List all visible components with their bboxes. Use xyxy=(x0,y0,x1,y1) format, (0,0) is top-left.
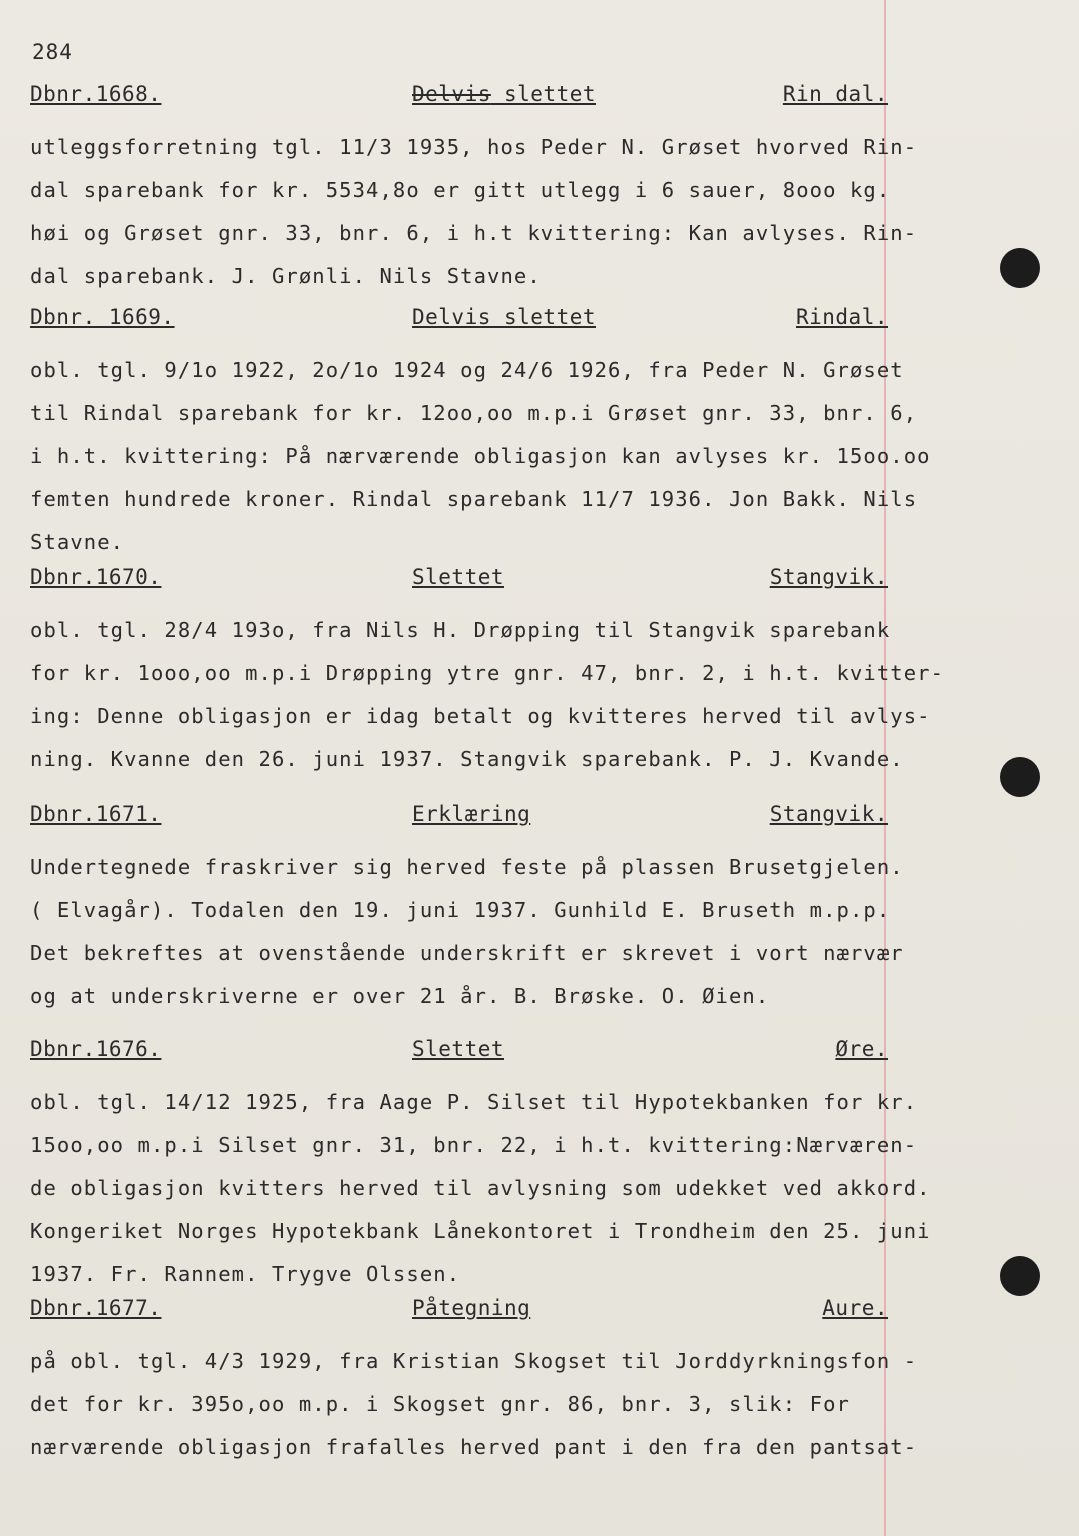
entry-text-line: det for kr. 395o,oo m.p. i Skogset gnr. 86, bnr. 3, slik: For xyxy=(30,1392,850,1416)
entry-text-line: ( Elvagår). Todalen den 19. juni 1937. Gunhild E. Bruseth m.p.p. xyxy=(30,898,891,922)
page-number: 284 xyxy=(32,40,73,64)
entry-text-line: høi og Grøset gnr. 33, bnr. 6, i h.t kvittering: Kan avlyses. Rin- xyxy=(30,221,918,245)
status-word: slettet xyxy=(504,82,597,106)
entry-text-line: obl. tgl. 14/12 1925, fra Aage P. Silset til Hypotekbanken for kr. xyxy=(30,1090,918,1114)
entry-text-line: ing: Denne obligasjon er idag betalt og kvitteres herved til avlys- xyxy=(30,704,931,728)
entry-text-line: dal sparebank for kr. 5534,8o er gitt utlegg i 6 sauer, 8ooo kg. xyxy=(30,178,891,202)
entry-status: Delvis slettet xyxy=(412,305,597,329)
entry-status: Påtegning xyxy=(412,1296,531,1320)
entry-place: Rindal. xyxy=(795,305,888,329)
entry-text-line: Stavne. xyxy=(30,530,125,554)
entry-text-line: ning. Kvanne den 26. juni 1937. Stangvik sparebank. P. J. Kvande. xyxy=(30,747,904,771)
entry-number: Dbnr.1676. xyxy=(30,1037,162,1061)
entry-text-line: i h.t. kvittering: På nærværende obligasjon kan avlyses kr. 15oo.oo xyxy=(30,444,931,468)
register-entry xyxy=(30,565,945,781)
entry-status: Slettet xyxy=(412,565,505,589)
entry-place: Rin dal. xyxy=(782,82,888,106)
entry-status: Erklæring xyxy=(412,802,531,826)
entry-number: Dbnr.1671. xyxy=(30,802,162,826)
register-entry xyxy=(30,82,918,298)
punch-hole xyxy=(1000,1256,1040,1296)
entry-header xyxy=(30,802,890,846)
entry-header xyxy=(30,1296,890,1340)
entry-status: Slettet xyxy=(412,1037,505,1061)
entry-text-line: til Rindal sparebank for kr. 12oo,oo m.p.i Grøset gnr. 33, bnr. 6, xyxy=(30,401,918,425)
entry-place: Øre. xyxy=(835,1037,888,1061)
entry-header xyxy=(30,1037,890,1081)
entry-header xyxy=(30,82,890,126)
entry-text-line: 15oo,oo m.p.i Silset gnr. 31, bnr. 22, i h.t. kvittering:Nærværen- xyxy=(30,1133,918,1157)
entry-place: Stangvik. xyxy=(769,565,888,589)
register-entry xyxy=(30,802,904,1018)
register-entry xyxy=(30,1296,918,1469)
entry-number: Dbnr.1670. xyxy=(30,565,162,589)
entry-text-line: de obligasjon kvitters herved til avlysning som udekket ved akkord. xyxy=(30,1176,931,1200)
entry-text-line: nærværende obligasjon frafalles herved pant i den fra den pantsat- xyxy=(30,1435,918,1459)
entry-header xyxy=(30,565,890,609)
entry-number: Dbnr. 1669. xyxy=(30,305,175,329)
entry-text-line: og at underskriverne er over 21 år. B. Brøske. O. Øien. xyxy=(30,984,770,1008)
punch-hole xyxy=(1000,248,1040,288)
entry-text-line: Det bekreftes at ovenstående underskrift er skrevet i vort nærvær xyxy=(30,941,904,965)
entry-text-line: femten hundrede kroner. Rindal sparebank 11/7 1936. Jon Bakk. Nils xyxy=(30,487,918,511)
entry-number: Dbnr.1668. xyxy=(30,82,162,106)
entry-text-line: 1937. Fr. Rannem. Trygve Olssen. xyxy=(30,1262,461,1286)
entry-header xyxy=(30,305,890,349)
entry-place: Stangvik. xyxy=(769,802,888,826)
entry-text-line: på obl. tgl. 4/3 1929, fra Kristian Skogset til Jorddyrkningsfon - xyxy=(30,1349,918,1373)
entry-status xyxy=(412,82,596,106)
entry-number: Dbnr.1677. xyxy=(30,1296,162,1320)
struck-word: Delvis xyxy=(412,82,491,106)
entry-text-line: dal sparebank. J. Grønli. Nils Stavne. xyxy=(30,264,541,288)
punch-hole xyxy=(1000,757,1040,797)
entry-text-line: obl. tgl. 28/4 193o, fra Nils H. Drøpping til Stangvik sparebank xyxy=(30,618,891,642)
entry-text-line: Undertegnede fraskriver sig herved feste på plassen Brusetgjelen. xyxy=(30,855,904,879)
entry-text-line: for kr. 1ooo,oo m.p.i Drøpping ytre gnr. 47, bnr. 2, i h.t. kvitter- xyxy=(30,661,945,685)
entry-place: Aure. xyxy=(822,1296,888,1320)
entry-text-line: obl. tgl. 9/1o 1922, 2o/1o 1924 og 24/6 1926, fra Peder N. Grøset xyxy=(30,358,904,382)
register-entry xyxy=(30,305,931,564)
entry-text-line: utleggsforretning tgl. 11/3 1935, hos Peder N. Grøset hvorved Rin- xyxy=(30,135,918,159)
register-entry xyxy=(30,1037,931,1296)
entry-text-line: Kongeriket Norges Hypotekbank Lånekontoret i Trondheim den 25. juni xyxy=(30,1219,931,1243)
